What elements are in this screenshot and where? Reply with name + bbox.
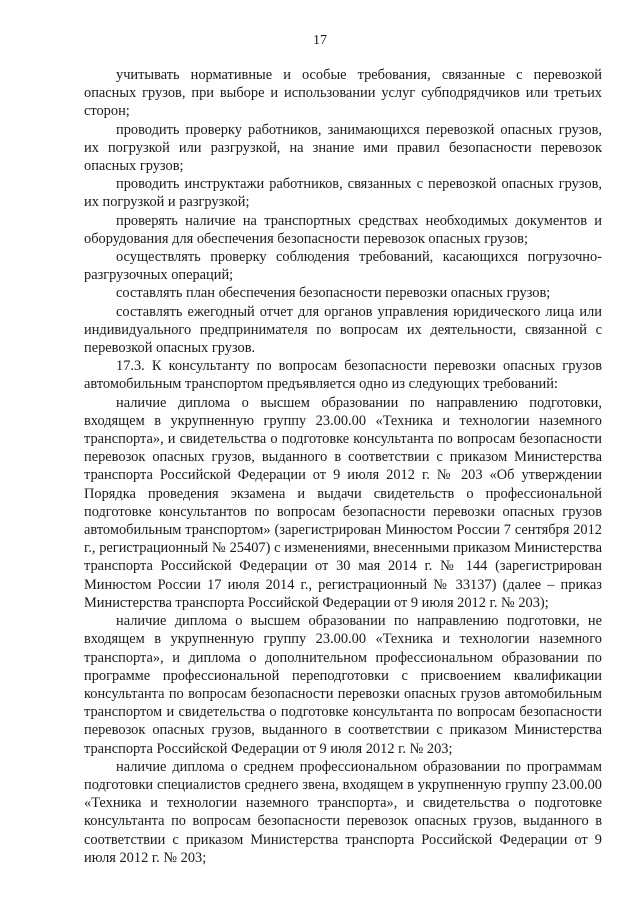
paragraph-7: составлять ежегодный отчет для органов управления юридического лица или индивидуального предпринимателя по вопросам их деятельности, связанной с перевозкой опасных грузов.	[84, 303, 602, 357]
paragraph-10: наличие диплома о высшем образовании по направлению подготовки, не входящем в укрупненную группу 23.00.00 «Техника и технологии наземного транспорта», и диплома о дополнительном профессиональном образовании по программе профессиональной переподготовки с присвоением квалификации консультанта по вопросам безопасности перевозки опасных грузов автомобильным транспортом и свидетельства о подготовке консультанта по вопросам безопасности перевозок опасных грузов, выданного в соответствии с приказом Министерства транспорта Российской Федерации от 9 июля 2012 г. № 203;	[84, 613, 602, 757]
paragraph-8-section-17-3: 17.3. К консультанту по вопросам безопасности перевозки опасных грузов автомобильным транспортом предъявляется одно из следующих требований:	[84, 358, 602, 393]
page-number: 17	[313, 33, 327, 48]
paragraph-2: проводить проверку работников, занимающихся перевозкой опасных грузов, их погрузкой или разгрузкой, на знание ими правил безопасности перевозок опасных грузов;	[84, 121, 602, 175]
paragraph-9: наличие диплома о высшем образовании по направлению подготовки, входящем в укрупненную группу 23.00.00 «Техника и технологии наземного транспорта», и свидетельства о подготовке консультанта по вопросам безопасности перевозок опасных грузов, выданного в соответствии с приказом Министерства транспорта Российской Федерации от 9 июля 2012 г. № 203 «Об утверждении Порядка проведения экзамена и выдачи свидетельств о профессиональной подготовке консультантов по вопросам безопасности перевозки опасных грузов автомобильным транспортом» (зарегистрирован Минюстом России 7 сентября 2012 г., регистрационный № 25407) с изменениями, внесенными приказом Министерства транспорта Российской Федерации от 30 мая 2014 г. № 144 (зарегистрирован Минюстом России 17 июля 2014 г., регистрационный № 33137) (далее – приказ Министерства транспорта Российской Федерации от 9 июля 2012 г. № 203);	[84, 394, 602, 611]
paragraph-6: составлять план обеспечения безопасности перевозки опасных грузов;	[116, 285, 551, 302]
paragraph-5: осуществлять проверку соблюдения требований, касающихся погрузочно-разгрузочных операций;	[84, 249, 602, 284]
paragraph-4: проверять наличие на транспортных средствах необходимых документов и оборудования для обеспечения безопасности перевозок опасных грузов;	[84, 212, 602, 247]
document-body	[84, 66, 602, 867]
paragraph-1: учитывать нормативные и особые требования, связанные с перевозкой опасных грузов, при выборе и использовании услуг субподрядчиков или третьих сторон;	[84, 67, 602, 120]
paragraph-3: проводить инструктажи работников, связанных с перевозкой опасных грузов, их погрузкой и разгрузкой;	[84, 176, 602, 211]
paragraph-11: наличие диплома о среднем профессиональном образовании по программам подготовки специалистов среднего звена, входящем в укрупненную группу 23.00.00 «Техника и технологии наземного транспорта», и свидетельства о подготовке консультанта по вопросам безопасности перевозок опасных грузов, выданного в соответствии с приказом Министерства транспорта Российской Федерации от 9 июля 2012 г. № 203;	[84, 758, 602, 866]
